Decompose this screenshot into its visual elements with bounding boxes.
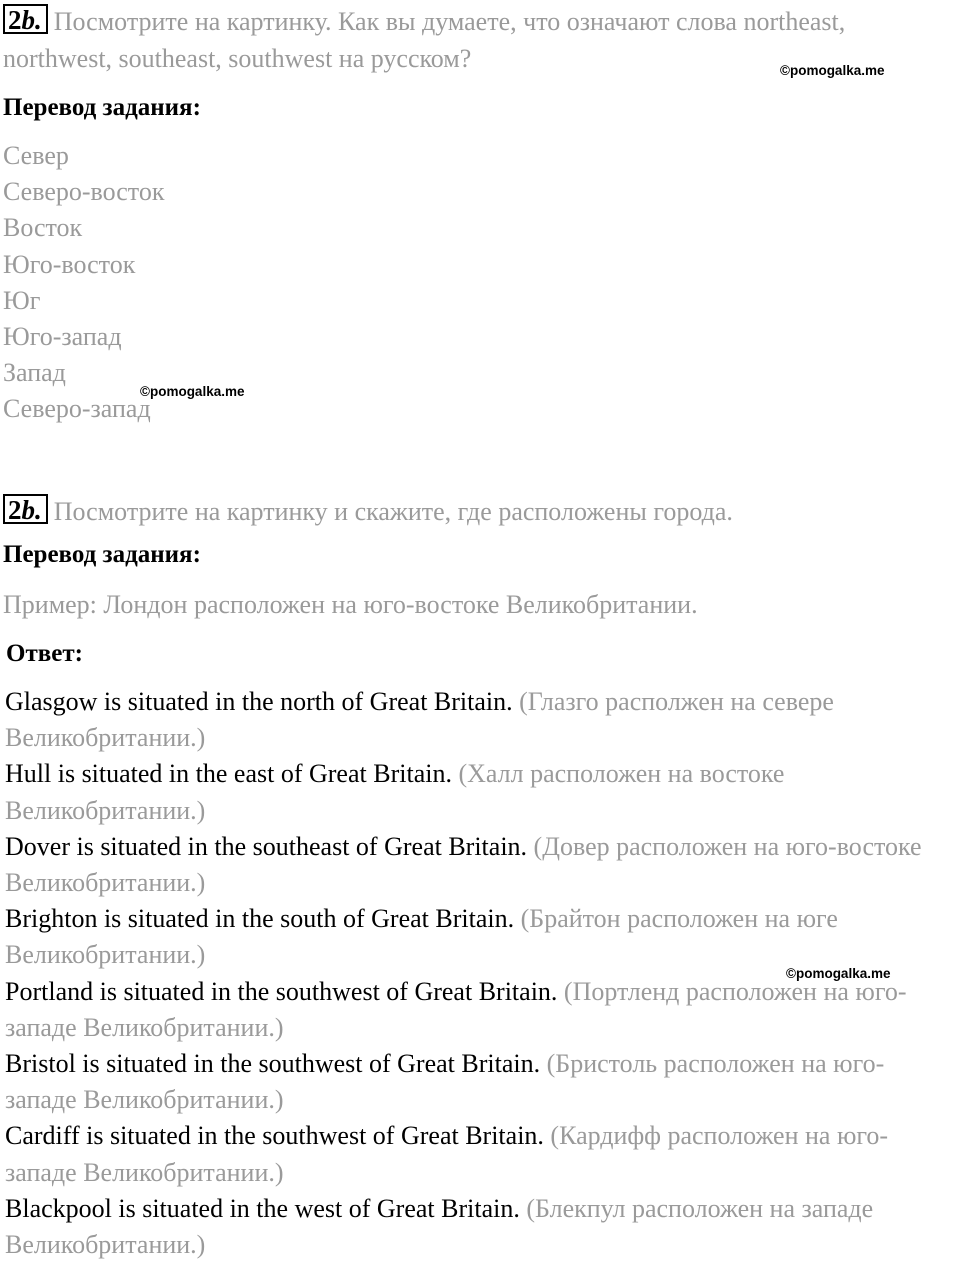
direction-item: Север — [3, 141, 69, 170]
direction-item: Северо-запад — [3, 394, 151, 424]
task2-instruction — [3, 493, 948, 530]
task1-badge-number: 2 — [8, 5, 22, 35]
watermark-2: ©pomogalka.me — [140, 384, 245, 399]
answer-heading: Ответ: — [6, 640, 83, 667]
task1-badge — [3, 4, 48, 34]
answer-english: Brighton is situated in the south of Great Britain. — [5, 904, 515, 934]
answer-english: Bristol is situated in the southwest of Great Britain. — [5, 1049, 541, 1079]
direction-item: Запад — [3, 358, 66, 388]
answer-russian: (Кардифф расположен на юго-западе Великобритании.) — [5, 1121, 889, 1187]
answer-russian: (Халл расположен на востоке Великобритании.) — [5, 759, 785, 825]
task2-text: Посмотрите на картинку и скажите, где расположены города. — [53, 497, 733, 526]
watermark-3: ©pomogalka.me — [786, 966, 891, 981]
answer-russian: (Блекпул расположен на западе Великобритании.) — [5, 1193, 874, 1260]
direction-item: Восток — [3, 213, 83, 243]
task2-badge-letter: b. — [21, 495, 42, 525]
direction-item: Юго-восток — [3, 249, 136, 279]
answer-item — [5, 901, 948, 973]
task1-translation-heading: Перевод задания: — [3, 94, 201, 121]
task1-text: Посмотрите на картинку. Как вы думаете, что означают слова northeast, northwest, southeast, southwest на русском? — [3, 7, 846, 73]
watermark-1: ©pomogalka.me — [780, 63, 885, 78]
answer-item — [5, 1191, 948, 1263]
task1-badge-letter: b. — [21, 5, 42, 35]
answer-item — [5, 756, 948, 828]
task2-example: Пример: Лондон расположен на юго-востоке Великобритании. — [3, 590, 698, 619]
direction-item: Северо-восток — [3, 177, 165, 207]
answer-russian: (Довер расположен на юго-востоке Великобритании.) — [5, 831, 922, 898]
answer-russian: (Бристоль расположен на юго-западе Великобритании.) — [5, 1049, 885, 1115]
answer-russian: (Глазго располжен на севере Великобритании.) — [5, 687, 834, 753]
answer-russian: (Портленд расположен на юго-западе Великобритании.) — [5, 976, 907, 1042]
answer-russian: (Брайтон расположен на юге Великобритании.) — [5, 904, 838, 970]
answer-item — [5, 829, 948, 901]
task2-translation-heading: Перевод задания: — [3, 541, 201, 568]
answer-item — [5, 1046, 948, 1118]
answer-english: Blackpool is situated in the west of Great Britain. — [5, 1193, 520, 1223]
answer-item — [5, 974, 948, 1046]
direction-item: Юго-запад — [3, 322, 122, 352]
direction-item: Юг — [3, 285, 41, 315]
task2-badge-number: 2 — [8, 495, 22, 525]
answer-english: Cardiff is situated in the southwest of Great Britain. — [5, 1121, 544, 1151]
task2-badge — [3, 494, 48, 524]
answer-item — [5, 1118, 948, 1190]
answer-english: Glasgow is situated in the north of Great Britain. — [5, 687, 513, 716]
answer-english: Hull is situated in the east of Great Britain. — [5, 759, 452, 789]
answer-english: Portland is situated in the southwest of Great Britain. — [5, 976, 558, 1006]
answer-item — [5, 684, 948, 756]
answer-english: Dover is situated in the southeast of Great Britain. — [5, 831, 528, 861]
